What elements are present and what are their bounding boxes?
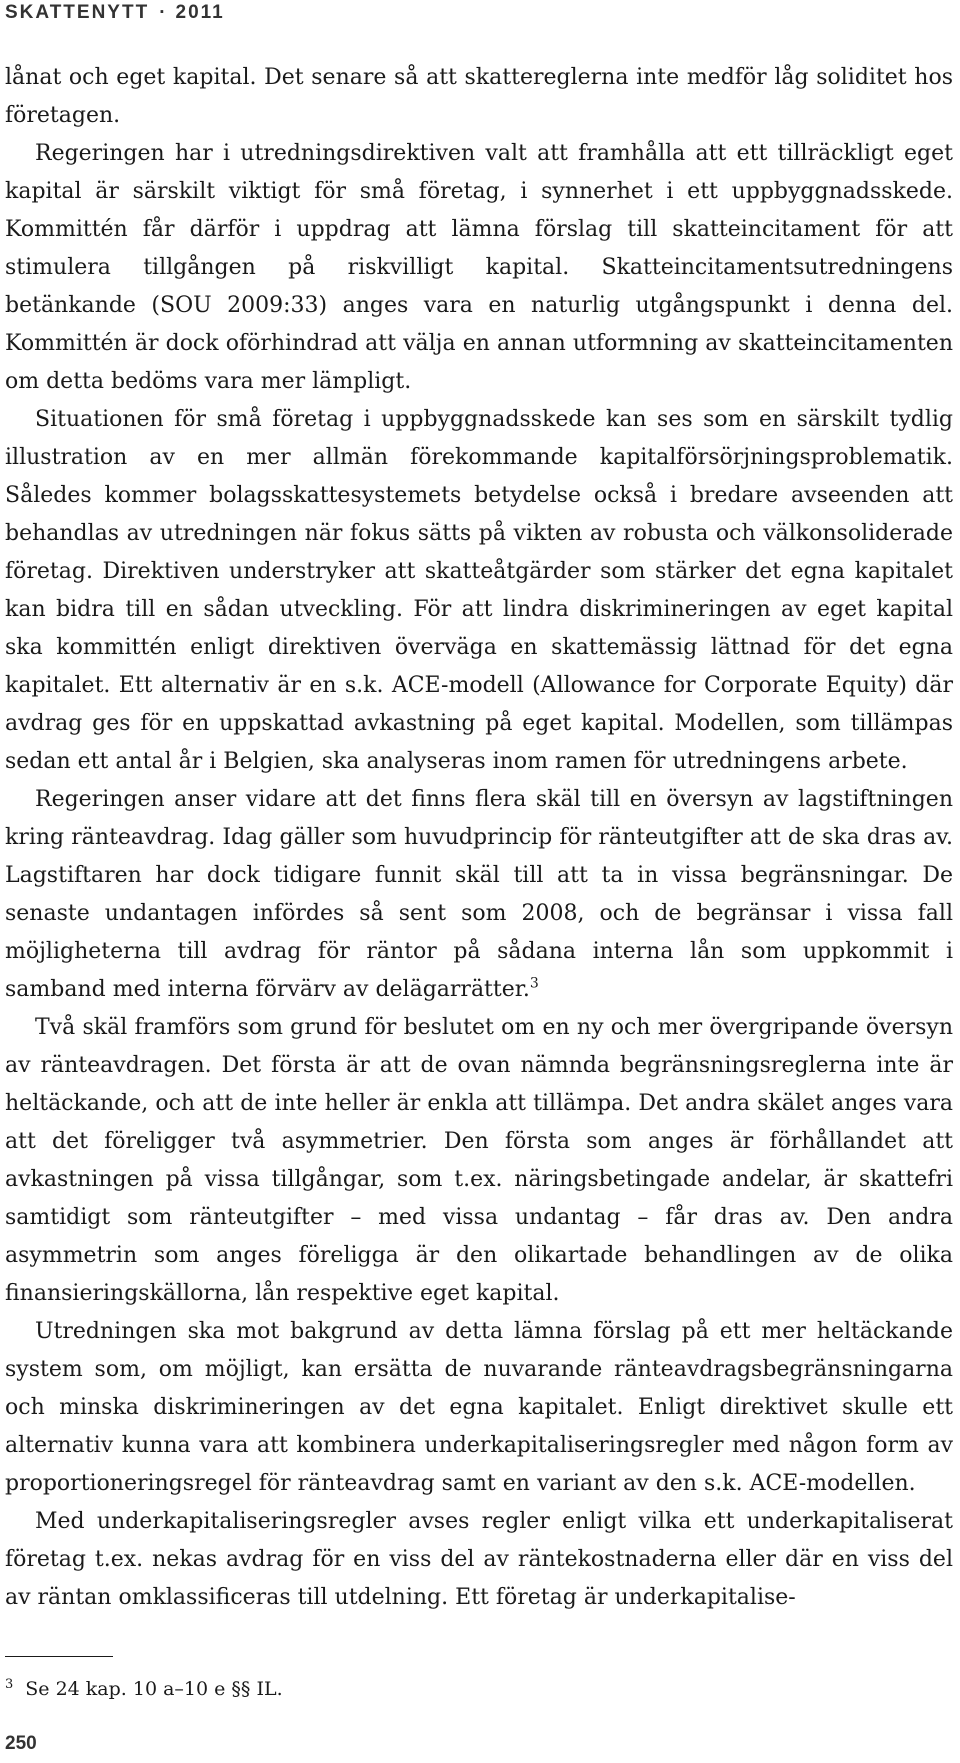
footnote bbox=[5, 1676, 283, 1702]
footnote-number: 3 bbox=[5, 1676, 14, 1692]
paragraph-interest-deduction-text: Regeringen anser vidare att det finns flera skäl till en översyn av lagstiftningen kring ränteavdrag. Idag gäller som huvudprincip för ränteutgifter att de ska dras av. Lagstiftaren har dock tidigare funnit skäl till att ta in vissa begränsningar. De senaste undantagen infördes så sent som 2008, och de begränsar i vissa fall möjligheterna till avdrag för räntor på sådana interna lån som uppkommit i samband med interna förvärv av delägarrätter. bbox=[5, 787, 953, 1002]
paragraph-thin-capitalisation: Med underkapitaliseringsregler avses regler enligt vilka ett underkapitaliserat företag t.ex. nekas avdrag för en viss del av räntekostnaderna eller där en viss del av räntan omklassificeras till utdelning. Ett företag är underkapitalise- bbox=[5, 1509, 953, 1610]
page-number: 250 bbox=[5, 1733, 37, 1754]
header-separator: · bbox=[159, 2, 166, 23]
paragraph-continuation: lånat och eget kapital. Det senare så att skattereglerna inte medför låg soliditet hos företagen. bbox=[5, 65, 953, 128]
paragraph-interest-deduction bbox=[5, 781, 953, 1009]
paragraph-directives-equity: Regeringen har i utredningsdirektiven valt att framhålla att ett tillräckligt eget kapital är särskilt viktigt för små företag, i synnerhet i ett uppbyggnadsskede. Kommittén får därför i uppdrag att lämna förslag till skatteincitament för att stimulera tillgången på riskvilligt kapital. Skatteincitamentsutredningens betänkande (SOU 2009:33) anges vara en naturlig utgångspunkt i denna del. Kommittén är dock oförhindrad att välja en annan utformning av skatteincitamenten om detta bedöms vara mer lämpligt. bbox=[5, 141, 953, 394]
footnote-divider bbox=[5, 1656, 113, 1657]
paragraph-small-companies: Situationen för små företag i uppbyggnadsskede kan ses som en särskilt tydlig illustration av en mer allmän förekommande kapitalförsörjningsproblematik. Således kommer bolagsskattesystemets betydelse också i bredare avseenden att behandlas av utredningen när fokus sätts på vikten av robusta och välkonsoliderade företag. Direktiven understryker att skatteåtgärder som stärker det egna kapitalet kan bidra till en sådan utveckling. För att lindra diskrimineringen av eget kapital ska kommittén enligt direktiven överväga en skattemässig lättnad för det egna kapitalet. Ett alternativ är en s.k. ACE-modell (Allowance for Corporate Equity) där avdrag ges för en uppskattad avkastning på eget kapital. Modellen, som tillämpas sedan ett antal år i Belgien, ska analyseras inom ramen för utredningens arbete. bbox=[5, 407, 953, 774]
paragraph-investigation-task: Utredningen ska mot bakgrund av detta lämna förslag på ett mer heltäckande system som, om möjligt, kan ersätta de nuvarande ränteavdragsbegränsningarna och minska diskrimineringen av det egna kapitalet. Enligt direktivet skulle ett alternativ kunna vara att kombinera underkapitaliseringsregler med någon form av proportioneringsregel för ränteavdrag samt en variant av den s.k. ACE-modellen. bbox=[5, 1319, 953, 1496]
footnote-reference[interactable]: 3 bbox=[529, 975, 539, 992]
article-body bbox=[5, 59, 953, 1617]
paragraph-two-reasons: Två skäl framförs som grund för beslutet om en ny och mer övergripande översyn av ränteavdragen. Det första är att de ovan nämnda begränsningsreglerna inte är heltäckande, och att de inte heller är enkla att tillämpa. Det andra skälet anges vara att det föreligger två asymmetrier. Den första som anges är förhållandet att avkastningen på vissa tillgångar, som t.ex. näringsbetingade andelar, är skattefri samtidigt som ränteutgifter – med vissa undantag – får dras av. Den andra asymmetrin som anges föreligga är den olikartade behandlingen av de olika finansieringskällorna, lån respektive eget kapital. bbox=[5, 1015, 953, 1306]
journal-title: SKATTENYTT bbox=[5, 2, 150, 23]
journal-year: 2011 bbox=[175, 2, 225, 23]
running-header bbox=[5, 2, 225, 24]
footnote-text: Se 24 kap. 10 a–10 e §§ IL. bbox=[25, 1678, 283, 1700]
